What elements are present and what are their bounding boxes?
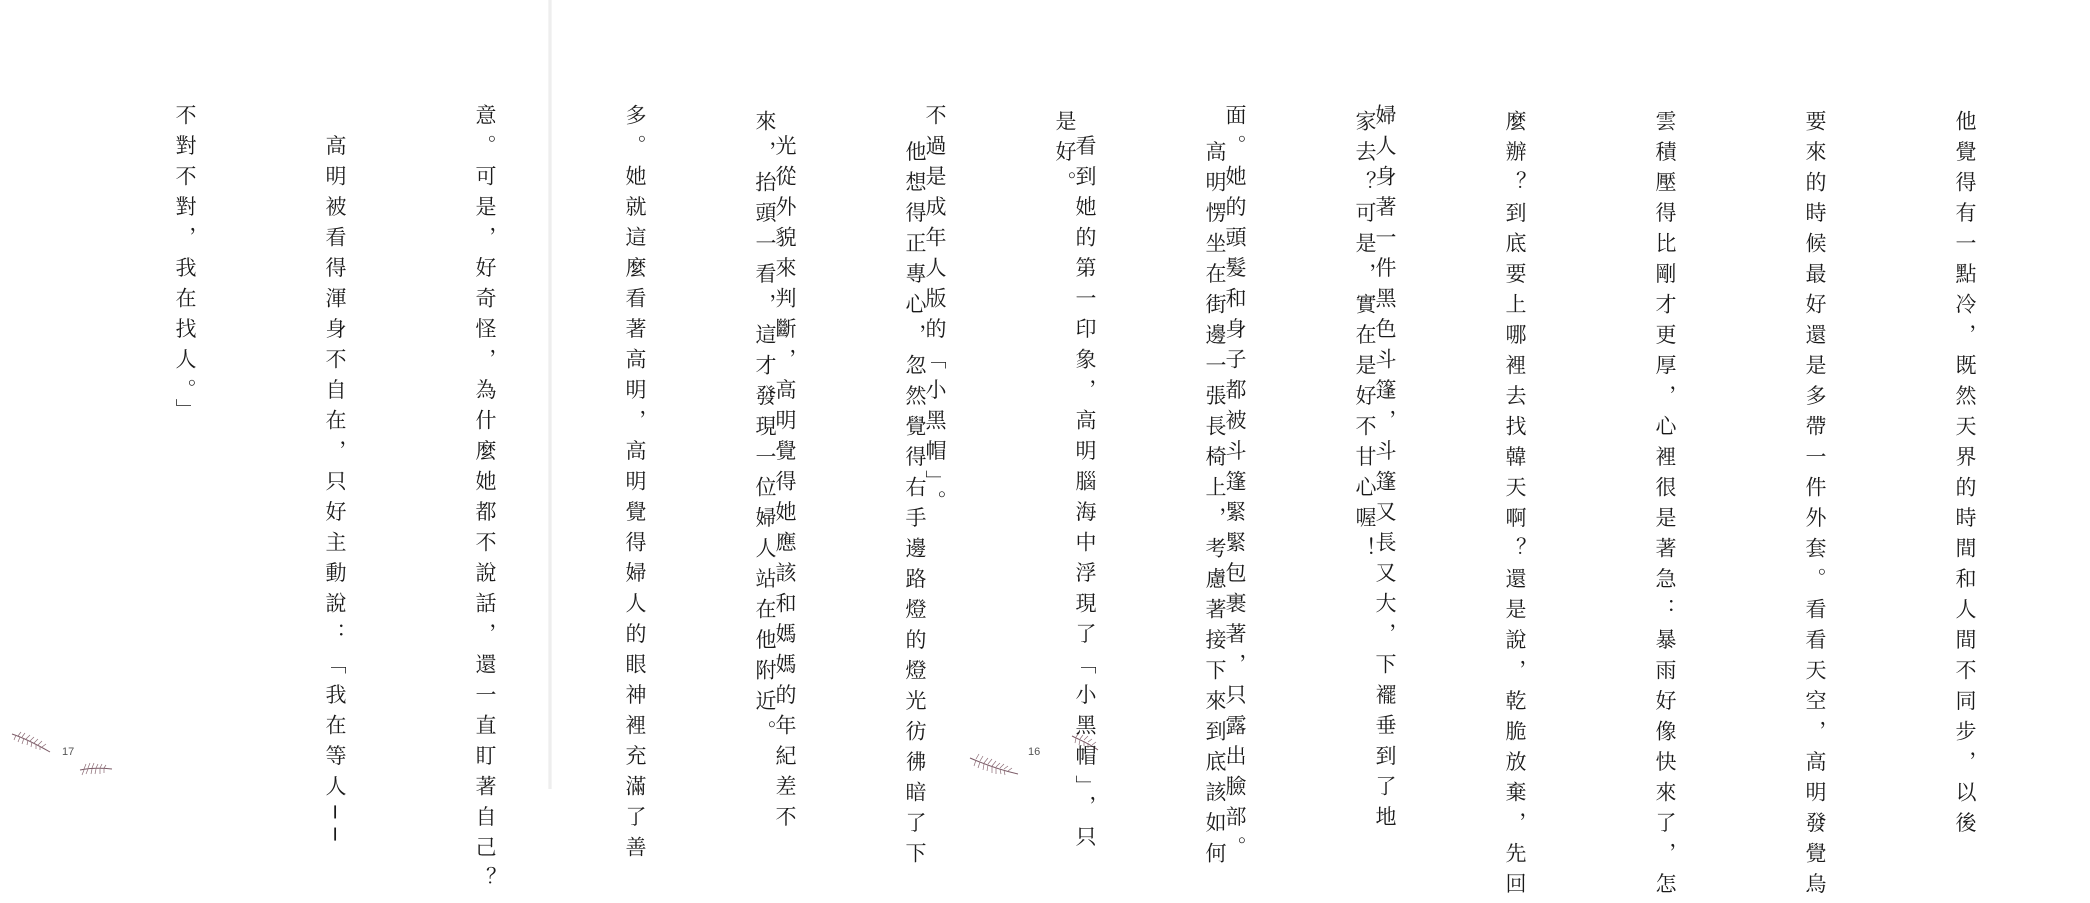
text-line: 雲積壓得比剛才更厚，心裡很是著急：暴雨好像快來了，怎 (1653, 110, 1677, 903)
text-line: 看到她的第一印象，高明腦海中浮現了「小黑帽」，只 (1073, 104, 1097, 856)
text-line: 面。她的頭髮和身子都被斗篷緊緊包裹著，只露出臉部。 (1223, 104, 1247, 867)
text-line: 家去？可是，實在是好不甘心喔！ (1353, 110, 1377, 568)
feather-icon (78, 760, 114, 778)
page-number-left: 17 (62, 746, 75, 758)
text-line: 多。她就這麼看著高明，高明覺得婦人的眼神裡充滿了善 (623, 104, 647, 867)
text-line: 他覺得有一點冷，既然天界的時間和人間不同步，以後 (1953, 110, 1977, 842)
text-line: 他想得正專心，忽然覺得右手邊路燈的燈光彷彿暗了下 (903, 110, 927, 873)
text-line: 不過是成年人版的「小黑帽」。 (923, 104, 947, 521)
text-line: 是好。 (1053, 110, 1077, 202)
text-line: 高明愣坐在街邊一張長椅上，考慮著接下來到底該如何 (1203, 110, 1227, 873)
text-line: 意。可是，好奇怪，為什麼她都不說話，還一直盯著自己？ (473, 104, 497, 897)
page-number-right: 16 (1028, 746, 1041, 758)
text-line: 婦人身著一件黑色斗篷，斗篷又長又大，下襬垂到了地 (1373, 104, 1397, 836)
text-line: 光從外貌來判斷，高明覺得她應該和媽媽的年紀差不 (773, 104, 797, 836)
text-line: 來，抬頭一看，這才發現一位婦人站在他附近。 (753, 110, 777, 751)
text-line: 不對不對，我在找人。」 (173, 104, 197, 429)
feather-icon (968, 752, 1020, 778)
text-line: 要來的時候最好還是多帶一件外套。看看天空，高明發覺烏 (1803, 110, 1827, 903)
feather-icon (10, 730, 52, 754)
text-line: 高明被看得渾身不自在，只好主動說：「我在等人── (323, 104, 347, 850)
text-line: 麼辦？到底要上哪裡去找韓天啊？還是說，乾脆放棄，先回 (1503, 110, 1527, 903)
